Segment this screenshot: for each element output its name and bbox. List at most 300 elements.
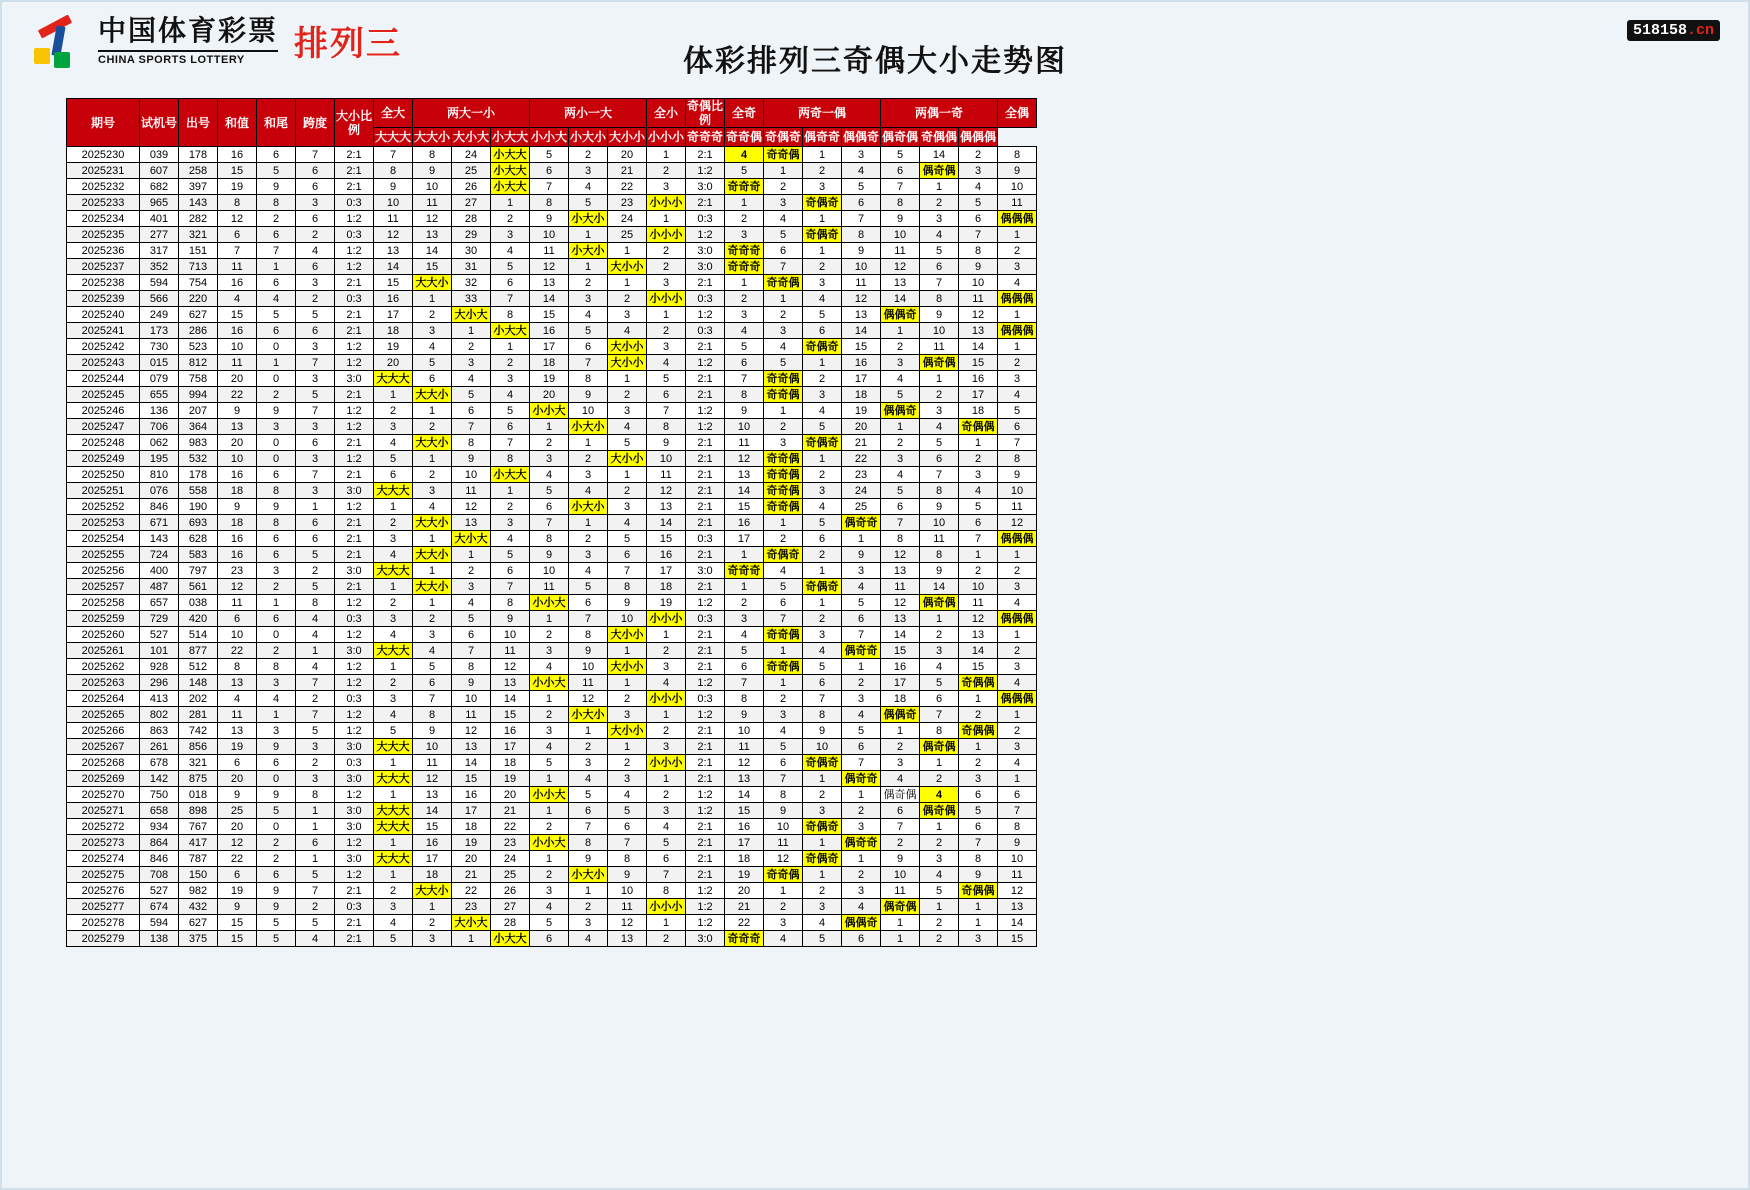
table-row[interactable] <box>67 547 1037 563</box>
cell-大大大: 9 <box>374 179 413 195</box>
cell-大小小: 4 <box>608 419 647 435</box>
table-row[interactable] <box>67 499 1037 515</box>
cell-奇偶偶: 12 <box>959 307 998 323</box>
cell-和尾: 9 <box>257 403 296 419</box>
cell-大大大: 1 <box>374 579 413 595</box>
cell-偶奇偶: 5 <box>920 243 959 259</box>
cell-试机号: 487 <box>140 579 179 595</box>
cell-试机号: 101 <box>140 643 179 659</box>
table-row[interactable] <box>67 371 1037 387</box>
cell-试机号: 750 <box>140 787 179 803</box>
cell-奇奇奇: 6 <box>725 355 764 371</box>
cell-偶奇奇: 1 <box>842 531 881 547</box>
table-row[interactable] <box>67 723 1037 739</box>
cell-和尾: 4 <box>257 691 296 707</box>
cell-偶奇奇: 11 <box>842 275 881 291</box>
cell-和尾: 1 <box>257 707 296 723</box>
cell-奇偶偶: 奇偶偶 <box>959 723 998 739</box>
cell-和尾: 9 <box>257 739 296 755</box>
cell-偶偶偶: 9 <box>998 163 1037 179</box>
cell-小小大: 11 <box>530 243 569 259</box>
table-row[interactable] <box>67 195 1037 211</box>
cell-试机号: 802 <box>140 707 179 723</box>
cell-跨度: 6 <box>296 835 335 851</box>
cell-和尾: 2 <box>257 211 296 227</box>
cell-大小小: 23 <box>608 195 647 211</box>
cell-奇奇偶: 2 <box>764 419 803 435</box>
cell-小大小: 2 <box>569 451 608 467</box>
cell-偶偶奇: 5 <box>881 147 920 163</box>
table-row[interactable] <box>67 227 1037 243</box>
cell-小大小: 5 <box>569 787 608 803</box>
cell-大小比例: 1:2 <box>335 451 374 467</box>
cell-大小大: 15 <box>452 771 491 787</box>
cell-小大大: 28 <box>491 915 530 931</box>
cell-小大小: 小大小 <box>569 499 608 515</box>
table-row[interactable] <box>67 563 1037 579</box>
cell-奇偶比例: 2:1 <box>686 723 725 739</box>
col-sub-7: 小小小 <box>647 128 686 147</box>
table-row[interactable] <box>67 211 1037 227</box>
cell-偶奇奇: 偶偶奇 <box>842 915 881 931</box>
cell-奇偶比例: 1:2 <box>686 307 725 323</box>
cell-奇偶奇: 4 <box>803 915 842 931</box>
table-row[interactable] <box>67 291 1037 307</box>
cell-大小大: 4 <box>452 595 491 611</box>
cell-奇偶偶: 1 <box>959 547 998 563</box>
cell-大大大: 2 <box>374 403 413 419</box>
table-row[interactable] <box>67 883 1037 899</box>
cell-大小小: 7 <box>608 563 647 579</box>
cell-奇奇奇: 11 <box>725 739 764 755</box>
table-row[interactable] <box>67 163 1037 179</box>
cell-偶奇奇: 3 <box>842 883 881 899</box>
table-row[interactable] <box>67 275 1037 291</box>
cell-奇奇偶: 5 <box>764 579 803 595</box>
cell-奇奇奇: 16 <box>725 819 764 835</box>
cell-偶奇奇: 1 <box>842 659 881 675</box>
cell-小大小: 10 <box>569 403 608 419</box>
cell-奇偶比例: 2:1 <box>686 851 725 867</box>
cell-跨度: 3 <box>296 739 335 755</box>
cell-奇偶比例: 1:2 <box>686 355 725 371</box>
table-row[interactable] <box>67 931 1037 947</box>
cell-大小大: 7 <box>452 419 491 435</box>
cell-试机号: 846 <box>140 851 179 867</box>
cell-出号: 561 <box>179 579 218 595</box>
table-row[interactable] <box>67 915 1037 931</box>
cell-奇偶偶: 14 <box>959 643 998 659</box>
cell-奇偶偶: 4 <box>959 483 998 499</box>
cell-出号: 713 <box>179 259 218 275</box>
cell-大小大: 8 <box>452 435 491 451</box>
cell-偶偶奇: 3 <box>881 355 920 371</box>
cell-小小大: 4 <box>530 467 569 483</box>
cell-跨度: 7 <box>296 147 335 163</box>
cell-和值: 23 <box>218 563 257 579</box>
cell-小小大: 19 <box>530 371 569 387</box>
cell-大小大: 13 <box>452 739 491 755</box>
cell-奇奇偶: 奇奇偶 <box>764 627 803 643</box>
cell-偶偶偶: 3 <box>998 659 1037 675</box>
table-row[interactable] <box>67 739 1037 755</box>
brand-name-en: CHINA SPORTS LOTTERY <box>98 50 278 66</box>
cell-奇偶奇: 2 <box>803 547 842 563</box>
cell-奇偶偶: 3 <box>959 163 998 179</box>
cell-和尾: 4 <box>257 291 296 307</box>
cell-小大大: 6 <box>491 275 530 291</box>
cell-大大大: 13 <box>374 243 413 259</box>
cell-大小小: 25 <box>608 227 647 243</box>
cell-大大大: 2 <box>374 883 413 899</box>
cell-和值: 16 <box>218 147 257 163</box>
cell-小小大: 2 <box>530 707 569 723</box>
table-row[interactable] <box>67 771 1037 787</box>
cell-偶偶偶: 6 <box>998 787 1037 803</box>
cell-偶奇偶: 4 <box>920 787 959 803</box>
cell-奇奇偶: 2 <box>764 531 803 547</box>
cell-小大大: 8 <box>491 451 530 467</box>
cell-试机号: 413 <box>140 691 179 707</box>
cell-偶偶奇: 6 <box>881 499 920 515</box>
table-row[interactable] <box>67 691 1037 707</box>
table-row[interactable] <box>67 451 1037 467</box>
table-row[interactable] <box>67 147 1037 163</box>
cell-小大大: 5 <box>491 547 530 563</box>
table-row[interactable] <box>67 787 1037 803</box>
cell-偶偶偶: 4 <box>998 755 1037 771</box>
cell-period: 2025245 <box>67 387 140 403</box>
cell-和值: 10 <box>218 627 257 643</box>
cell-试机号: 657 <box>140 595 179 611</box>
cell-小小大: 1 <box>530 771 569 787</box>
cell-奇偶比例: 2:1 <box>686 467 725 483</box>
cell-奇偶奇: 5 <box>803 419 842 435</box>
cell-大大大: 20 <box>374 355 413 371</box>
cell-和值: 6 <box>218 227 257 243</box>
cell-偶奇奇: 1 <box>842 851 881 867</box>
cell-试机号: 730 <box>140 339 179 355</box>
table-row[interactable] <box>67 851 1037 867</box>
cell-奇偶比例: 3:0 <box>686 243 725 259</box>
cell-大小比例: 1:2 <box>335 211 374 227</box>
cell-偶偶偶: 2 <box>998 243 1037 259</box>
cell-大小比例: 2:1 <box>335 931 374 947</box>
table-row[interactable] <box>67 259 1037 275</box>
cell-大小比例: 1:2 <box>335 867 374 883</box>
cell-偶奇偶: 9 <box>920 307 959 323</box>
cell-奇奇奇: 1 <box>725 195 764 211</box>
cell-试机号: 079 <box>140 371 179 387</box>
cell-跨度: 7 <box>296 707 335 723</box>
table-row[interactable] <box>67 675 1037 691</box>
cell-奇偶奇: 3 <box>803 275 842 291</box>
cell-偶偶偶: 12 <box>998 515 1037 531</box>
cell-小大小: 4 <box>569 179 608 195</box>
cell-试机号: 678 <box>140 755 179 771</box>
col-sub-12: 偶偶奇 <box>842 128 881 147</box>
cell-偶偶偶: 4 <box>998 387 1037 403</box>
cell-小小大: 2 <box>530 627 569 643</box>
cell-奇奇奇: 14 <box>725 787 764 803</box>
cell-奇偶比例: 1:2 <box>686 883 725 899</box>
cell-奇偶比例: 2:1 <box>686 835 725 851</box>
cell-奇偶比例: 3:0 <box>686 563 725 579</box>
cell-和值: 13 <box>218 723 257 739</box>
table-row[interactable] <box>67 643 1037 659</box>
cell-小小小: 19 <box>647 595 686 611</box>
col-sub-4: 小小大 <box>530 128 569 147</box>
cell-奇偶偶: 3 <box>959 467 998 483</box>
table-row[interactable] <box>67 387 1037 403</box>
cell-大大小: 1 <box>413 595 452 611</box>
cell-小大小: 3 <box>569 915 608 931</box>
cell-奇奇偶: 4 <box>764 563 803 579</box>
trend-table <box>66 98 1037 947</box>
cell-偶偶偶: 15 <box>998 931 1037 947</box>
col-sub-14: 奇偶偶 <box>920 128 959 147</box>
table-row[interactable] <box>67 435 1037 451</box>
cell-大小小: 1 <box>608 275 647 291</box>
cell-小小小: 16 <box>647 547 686 563</box>
cell-大大小: 大大小 <box>413 579 452 595</box>
cell-奇偶奇: 1 <box>803 771 842 787</box>
cell-奇奇偶: 3 <box>764 323 803 339</box>
cell-大小小: 1 <box>608 675 647 691</box>
cell-奇偶比例: 2:1 <box>686 819 725 835</box>
cell-大小比例: 2:1 <box>335 163 374 179</box>
cell-小大小: 6 <box>569 803 608 819</box>
cell-period: 2025270 <box>67 787 140 803</box>
cell-大小大: 32 <box>452 275 491 291</box>
cell-奇偶奇: 4 <box>803 643 842 659</box>
table-row[interactable] <box>67 595 1037 611</box>
cell-偶奇偶: 7 <box>920 275 959 291</box>
cell-小大大: 11 <box>491 643 530 659</box>
cell-偶奇奇: 2 <box>842 803 881 819</box>
cell-偶偶奇: 9 <box>881 211 920 227</box>
cell-奇偶奇: 3 <box>803 627 842 643</box>
cell-和尾: 3 <box>257 563 296 579</box>
cell-跨度: 2 <box>296 899 335 915</box>
table-row[interactable] <box>67 803 1037 819</box>
cell-和值: 12 <box>218 211 257 227</box>
cell-试机号: 527 <box>140 627 179 643</box>
cell-小小大: 6 <box>530 931 569 947</box>
cell-奇偶偶: 9 <box>959 259 998 275</box>
cell-小小大: 3 <box>530 451 569 467</box>
table-row[interactable] <box>67 835 1037 851</box>
cell-奇偶比例: 2:1 <box>686 483 725 499</box>
cell-和值: 19 <box>218 883 257 899</box>
page-title: 体彩排列三奇偶大小走势图 <box>683 45 1067 78</box>
cell-大大小: 大大小 <box>413 515 452 531</box>
col-group-15: 全偶 <box>998 99 1037 128</box>
table-row[interactable] <box>67 419 1037 435</box>
cell-偶偶偶: 4 <box>998 275 1037 291</box>
cell-偶奇奇: 19 <box>842 403 881 419</box>
table-row[interactable] <box>67 755 1037 771</box>
cell-奇奇偶: 9 <box>764 803 803 819</box>
table-row[interactable] <box>67 819 1037 835</box>
cell-大小小: 24 <box>608 211 647 227</box>
cell-大小大: 31 <box>452 259 491 275</box>
cell-试机号: 864 <box>140 835 179 851</box>
cell-跨度: 5 <box>296 307 335 323</box>
cell-奇偶奇: 2 <box>803 259 842 275</box>
cell-大大小: 14 <box>413 803 452 819</box>
cell-出号: 143 <box>179 195 218 211</box>
cell-小小小: 小小小 <box>647 691 686 707</box>
cell-大大大: 1 <box>374 387 413 403</box>
cell-和值: 18 <box>218 515 257 531</box>
cell-大小大: 8 <box>452 659 491 675</box>
cell-大小比例: 1:2 <box>335 259 374 275</box>
cell-period: 2025231 <box>67 163 140 179</box>
cell-大大小: 13 <box>413 787 452 803</box>
cell-大小大: 20 <box>452 851 491 867</box>
table-row[interactable] <box>67 339 1037 355</box>
cell-偶偶偶: 4 <box>998 675 1037 691</box>
table-row[interactable] <box>67 483 1037 499</box>
cell-大大小: 1 <box>413 899 452 915</box>
cell-偶奇奇: 21 <box>842 435 881 451</box>
table-row[interactable] <box>67 531 1037 547</box>
cell-试机号: 724 <box>140 547 179 563</box>
cell-大大小: 3 <box>413 483 452 499</box>
cell-大大小: 13 <box>413 227 452 243</box>
cell-和值: 18 <box>218 483 257 499</box>
cell-小大小: 9 <box>569 387 608 403</box>
cell-偶奇奇: 5 <box>842 723 881 739</box>
cell-大小小: 3 <box>608 403 647 419</box>
cell-大小小: 5 <box>608 531 647 547</box>
cell-试机号: 015 <box>140 355 179 371</box>
cell-偶奇奇: 3 <box>842 819 881 835</box>
cell-和尾: 5 <box>257 803 296 819</box>
cell-小大大: 24 <box>491 851 530 867</box>
table-row[interactable] <box>67 307 1037 323</box>
cell-大小小: 大小小 <box>608 627 647 643</box>
cell-偶偶偶: 3 <box>998 579 1037 595</box>
table-body <box>67 147 1037 947</box>
cell-和尾: 5 <box>257 307 296 323</box>
cell-偶奇偶: 6 <box>920 691 959 707</box>
table-row[interactable] <box>67 627 1037 643</box>
cell-偶奇偶: 1 <box>920 371 959 387</box>
cell-大小小: 2 <box>608 291 647 307</box>
cell-偶奇奇: 7 <box>842 755 881 771</box>
cell-奇奇奇: 奇奇奇 <box>725 243 764 259</box>
table-row[interactable] <box>67 355 1037 371</box>
cell-大大大: 2 <box>374 595 413 611</box>
cell-小小大: 2 <box>530 867 569 883</box>
cell-奇偶奇: 1 <box>803 595 842 611</box>
table-row[interactable] <box>67 659 1037 675</box>
cell-偶奇奇: 8 <box>842 227 881 243</box>
cell-小小大: 9 <box>530 211 569 227</box>
cell-奇偶偶: 6 <box>959 787 998 803</box>
col-sub-8: 奇奇奇 <box>686 128 725 147</box>
cell-偶奇奇: 22 <box>842 451 881 467</box>
cell-大小比例: 2:1 <box>335 307 374 323</box>
cell-偶奇偶: 2 <box>920 771 959 787</box>
cell-试机号: 682 <box>140 179 179 195</box>
table-row[interactable] <box>67 579 1037 595</box>
cell-period: 2025237 <box>67 259 140 275</box>
table-row[interactable] <box>67 243 1037 259</box>
cell-大小比例: 1:2 <box>335 595 374 611</box>
table-row[interactable] <box>67 179 1037 195</box>
cell-奇偶奇: 2 <box>803 371 842 387</box>
table-row[interactable] <box>67 403 1037 419</box>
cell-偶奇奇: 偶奇奇 <box>842 643 881 659</box>
table-row[interactable] <box>67 867 1037 883</box>
cell-出号: 627 <box>179 915 218 931</box>
cell-奇偶偶: 1 <box>959 915 998 931</box>
table-row[interactable] <box>67 515 1037 531</box>
cell-跨度: 6 <box>296 259 335 275</box>
cell-偶奇奇: 4 <box>842 163 881 179</box>
cell-小小小: 小小小 <box>647 755 686 771</box>
cell-偶偶奇: 11 <box>881 243 920 259</box>
cell-奇奇奇: 奇奇奇 <box>725 931 764 947</box>
cell-小小小: 17 <box>647 563 686 579</box>
cell-奇奇偶: 7 <box>764 771 803 787</box>
cell-小小大: 8 <box>530 195 569 211</box>
cell-偶偶偶: 1 <box>998 227 1037 243</box>
cell-和值: 12 <box>218 579 257 595</box>
cell-跨度: 3 <box>296 371 335 387</box>
cell-小大大: 12 <box>491 659 530 675</box>
cell-偶奇偶: 9 <box>920 499 959 515</box>
cell-跨度: 6 <box>296 163 335 179</box>
table-row[interactable] <box>67 707 1037 723</box>
cell-偶偶偶: 偶偶偶 <box>998 531 1037 547</box>
cell-小小小: 2 <box>647 643 686 659</box>
cell-小大大: 3 <box>491 371 530 387</box>
cell-奇奇奇: 1 <box>725 275 764 291</box>
table-row[interactable] <box>67 899 1037 915</box>
cell-小大大: 8 <box>491 307 530 323</box>
cell-跨度: 2 <box>296 563 335 579</box>
cell-偶奇偶: 4 <box>920 659 959 675</box>
cell-试机号: 607 <box>140 163 179 179</box>
table-row[interactable] <box>67 323 1037 339</box>
cell-奇偶偶: 18 <box>959 403 998 419</box>
cell-奇偶偶: 10 <box>959 275 998 291</box>
cell-偶偶奇: 10 <box>881 227 920 243</box>
col-group-0: 期号 <box>67 99 140 147</box>
cell-大小大: 9 <box>452 675 491 691</box>
cell-奇奇奇: 6 <box>725 659 764 675</box>
cell-奇偶奇: 1 <box>803 563 842 579</box>
cell-奇偶奇: 2 <box>803 467 842 483</box>
cell-小小大: 1 <box>530 691 569 707</box>
table-row[interactable] <box>67 611 1037 627</box>
cell-奇奇奇: 10 <box>725 723 764 739</box>
cell-偶偶奇: 12 <box>881 547 920 563</box>
cell-奇奇偶: 奇奇偶 <box>764 659 803 675</box>
cell-奇偶比例: 2:1 <box>686 339 725 355</box>
table-row[interactable] <box>67 467 1037 483</box>
cell-大大大: 19 <box>374 339 413 355</box>
col-sub-0: 大大大 <box>374 128 413 147</box>
cell-出号: 282 <box>179 211 218 227</box>
cell-奇奇奇: 4 <box>725 323 764 339</box>
cell-跨度: 7 <box>296 883 335 899</box>
cell-奇偶比例: 1:2 <box>686 915 725 931</box>
